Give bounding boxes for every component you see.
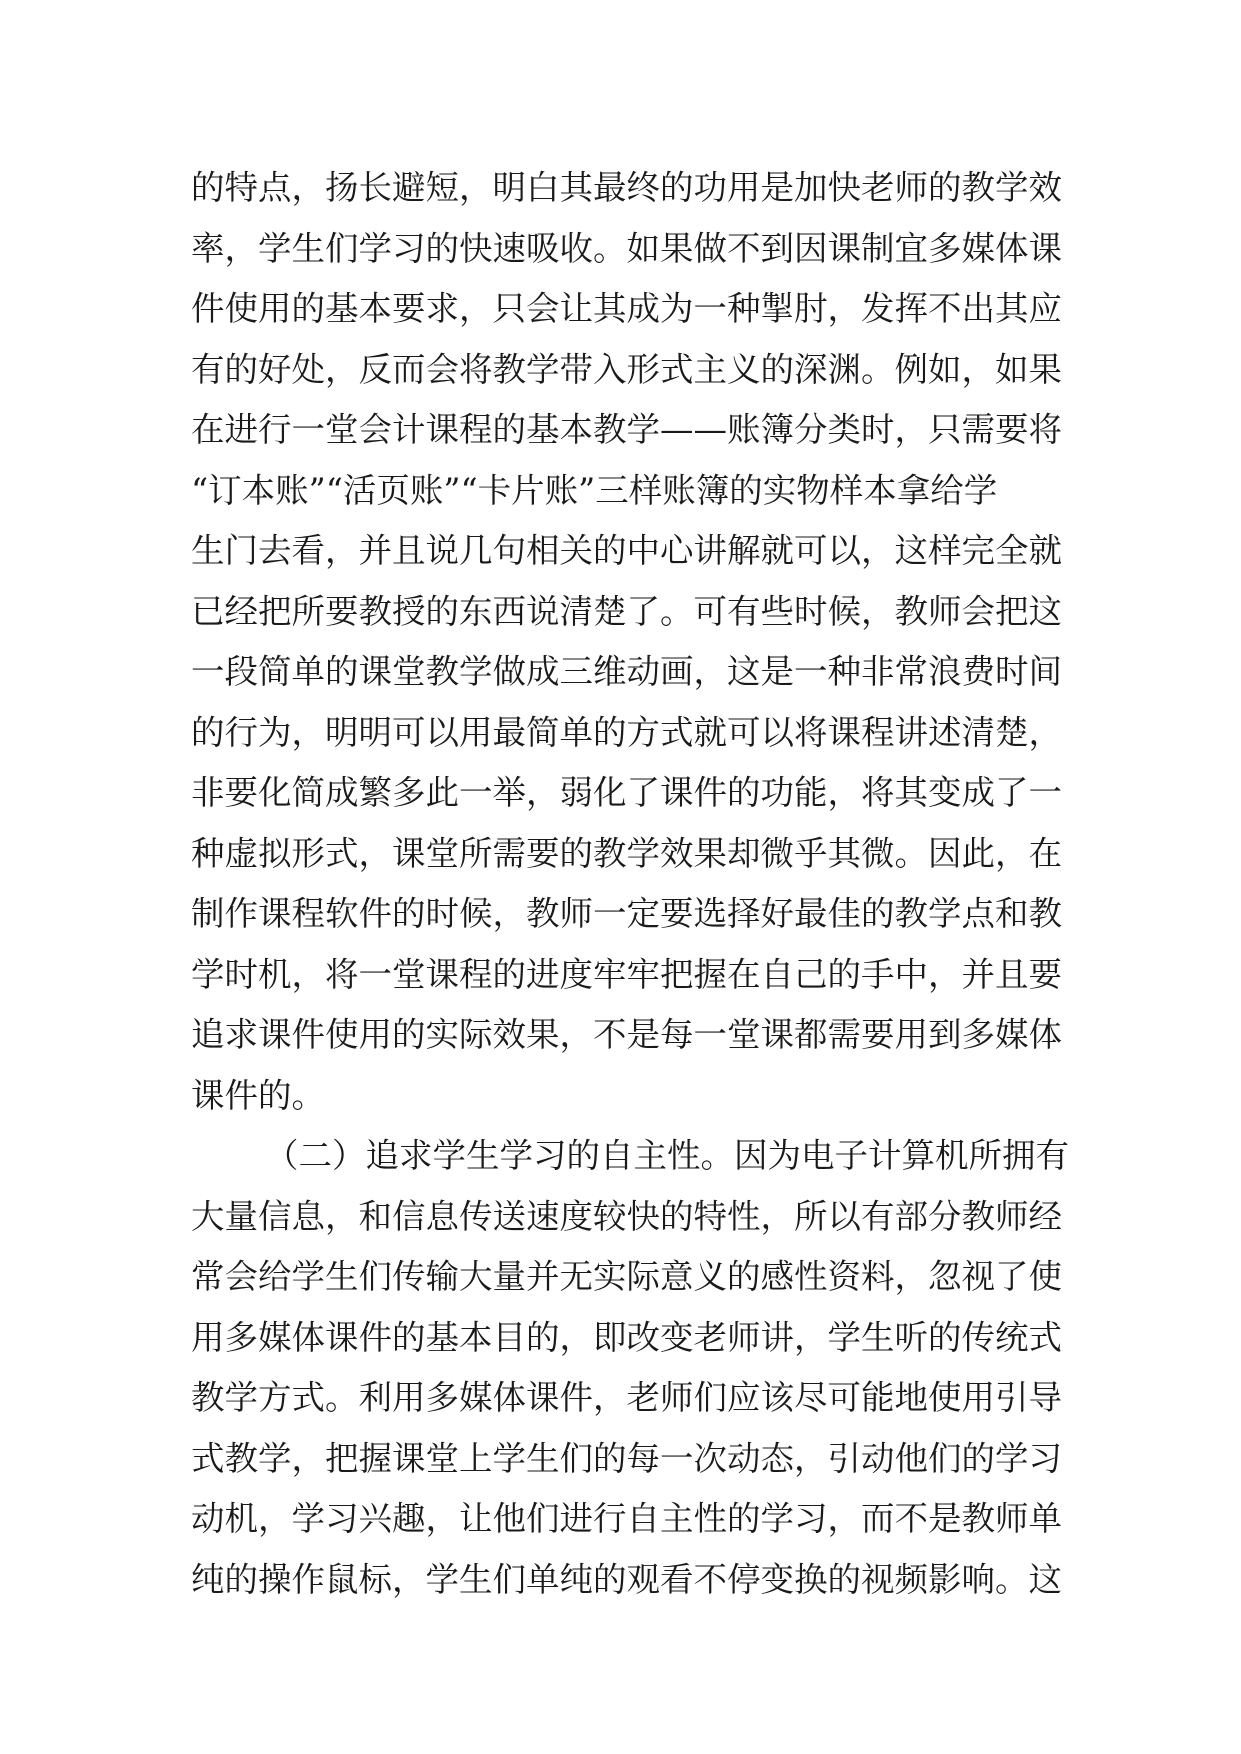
text-line-23: 动机，学习兴趣，让他们进行自主性的学习，而不是教师单	[191, 1499, 1062, 1538]
text-line-13: 制作课程软件的时候，教师一定要选择好最佳的教学点和教	[191, 894, 1062, 933]
body-text	[191, 158, 1071, 1610]
text-line-1: 的特点，扬长避短，明白其最终的功用是加快老师的教学效	[191, 168, 1062, 207]
text-line-6: “订本账”“活页账”“卡片账”三样账簿的实物样本拿给学	[191, 470, 998, 510]
text-line-11: 非要化简成繁多此一举，弱化了课件的功能，将其变成了一	[191, 773, 1062, 812]
text-line-21: 教学方式。利用多媒体课件，老师们应该尽可能地使用引导	[191, 1378, 1062, 1417]
section-heading-line: （二）追求学生学习的自主性。因为电子计算机所拥有	[265, 1136, 1069, 1175]
text-line-3: 件使用的基本要求，只会让其成为一种掣肘，发挥不出其应	[191, 289, 1062, 328]
text-line-16: 课件的。	[191, 1075, 325, 1115]
text-line-7: 生门去看，并且说几句相关的中心讲解就可以，这样完全就	[191, 531, 1062, 570]
text-line-24: 纯的操作鼠标，学生们单纯的观看不停变换的视频影响。这	[191, 1559, 1062, 1599]
text-line-19: 常会给学生们传输大量并无实际意义的感性资料，忽视了使	[191, 1257, 1062, 1296]
text-line-8: 已经把所要教授的东西说清楚了。可有些时候，教师会把这	[191, 591, 1062, 631]
text-line-15: 追求课件使用的实际效果，不是每一堂课都需要用到多媒体	[191, 1015, 1062, 1054]
text-line-20: 用多媒体课件的基本目的，即改变老师讲，学生听的传统式	[191, 1317, 1062, 1357]
text-line-4: 有的好处，反而会将教学带入形式主义的深渊。例如，如果	[191, 349, 1062, 389]
text-line-2: 率，学生们学习的快速吸收。如果做不到因课制宜多媒体课	[191, 228, 1062, 268]
text-line-5: 在进行一堂会计课程的基本教学——账簿分类时，只需要将	[191, 410, 1062, 449]
text-line-14: 学时机，将一堂课程的进度牢牢把握在自己的手中，并且要	[191, 954, 1062, 994]
text-line-10: 的行为，明明可以用最简单的方式就可以将课程讲述清楚，	[191, 712, 1062, 752]
text-line-9: 一段简单的课堂教学做成三维动画，这是一种非常浪费时间	[191, 652, 1062, 691]
text-line-18: 大量信息，和信息传送速度较快的特性，所以有部分教师经	[191, 1196, 1062, 1236]
text-line-12: 种虚拟形式，课堂所需要的教学效果却微乎其微。因此，在	[191, 833, 1062, 873]
text-line-22: 式教学，把握课堂上学生们的每一次动态，引动他们的学习	[191, 1438, 1062, 1478]
